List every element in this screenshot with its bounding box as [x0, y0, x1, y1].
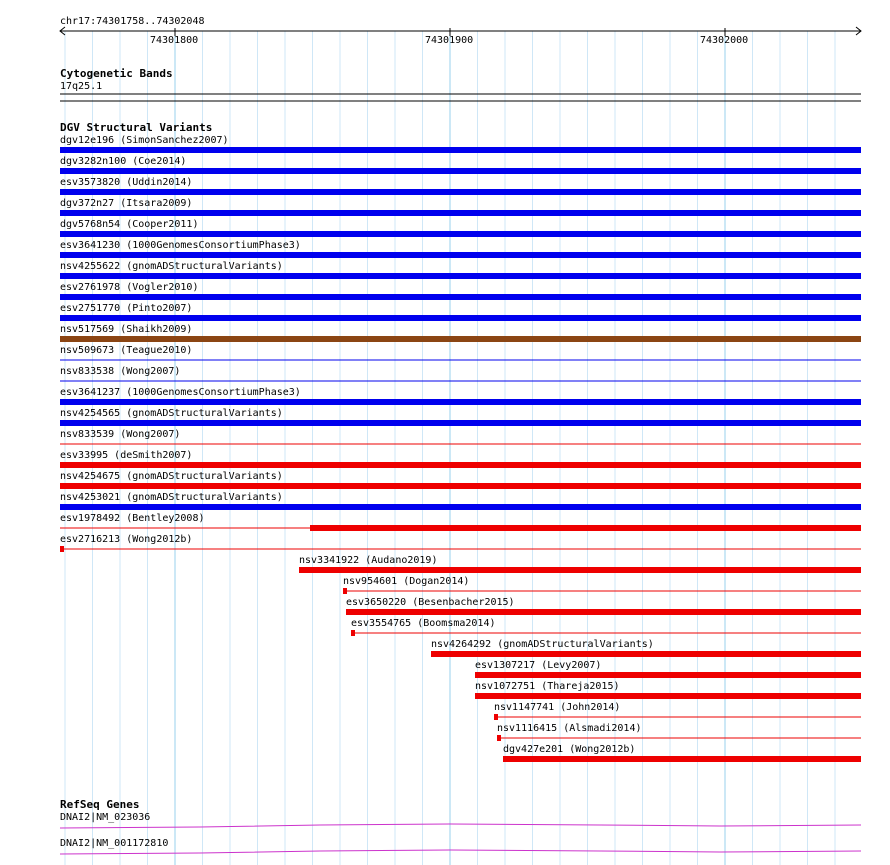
variant-label: dgv5768n54 (Cooper2011): [60, 219, 199, 230]
variant-feature[interactable]: [497, 723, 861, 741]
variant-feature[interactable]: [343, 576, 861, 594]
variant-feature[interactable]: [60, 429, 861, 444]
variant-label: esv3641237 (1000GenomesConsortiumPhase3): [60, 387, 301, 398]
tick-label-74302000: 74302000: [700, 35, 749, 46]
variant-label: nsv4253021 (gnomADStructuralVariants): [60, 492, 283, 503]
variant-bar: [60, 189, 861, 195]
variant-bar: [60, 294, 861, 300]
variant-label: esv3554765 (Boomsma2014): [351, 618, 496, 629]
variant-feature[interactable]: [60, 198, 861, 216]
variant-label: dgv372n27 (Itsara2009): [60, 198, 193, 209]
variant-label: esv2751770 (Pinto2007): [60, 303, 193, 314]
variant-feature[interactable]: [475, 660, 861, 678]
variant-bar: [60, 504, 861, 510]
region-label: chr17:74301758..74302048: [60, 16, 205, 27]
dgv-track[interactable]: [60, 121, 861, 762]
gene-intron-line: [60, 850, 861, 854]
variant-feature[interactable]: [60, 471, 861, 489]
variant-feature[interactable]: [60, 387, 861, 405]
variant-feature[interactable]: [60, 408, 861, 426]
variant-feature[interactable]: [60, 492, 861, 510]
variant-bar: [503, 756, 861, 762]
variant-label: nsv517569 (Shaikh2009): [60, 324, 193, 335]
variant-label: nsv4254675 (gnomADStructuralVariants): [60, 471, 283, 482]
variant-bar: [346, 609, 861, 615]
variant-feature[interactable]: [60, 345, 861, 360]
variant-bar: [343, 588, 347, 594]
grid-lines: [65, 28, 835, 865]
variant-label: nsv954601 (Dogan2014): [343, 576, 470, 587]
variant-feature[interactable]: [60, 513, 861, 531]
variant-feature[interactable]: [60, 177, 861, 195]
variant-label: esv3641230 (1000GenomesConsortiumPhase3): [60, 240, 301, 251]
refseq-gene[interactable]: [60, 812, 861, 828]
variant-label: nsv1116415 (Alsmadi2014): [497, 723, 642, 734]
variant-label: dgv3282n100 (Coe2014): [60, 156, 187, 167]
variant-feature[interactable]: [60, 240, 861, 258]
variant-label: nsv833539 (Wong2007): [60, 429, 181, 440]
tick-label-74301900: 74301900: [425, 35, 474, 46]
variant-feature[interactable]: [60, 324, 861, 342]
variant-bar: [60, 483, 861, 489]
gene-intron-line: [60, 824, 861, 828]
variant-label: nsv4254565 (gnomADStructuralVariants): [60, 408, 283, 419]
variant-bar: [494, 714, 498, 720]
variant-bar: [60, 168, 861, 174]
variant-bar: [497, 735, 501, 741]
variant-label: nsv509673 (Teague2010): [60, 345, 193, 356]
variant-bar: [475, 693, 861, 699]
variant-feature[interactable]: [60, 135, 861, 153]
variant-feature[interactable]: [60, 534, 861, 552]
variant-label: esv2716213 (Wong2012b): [60, 534, 193, 545]
variant-bar: [60, 462, 861, 468]
variant-bar: [60, 336, 861, 342]
variant-bar: [310, 525, 861, 531]
cytoband-track-title: Cytogenetic Bands: [60, 67, 173, 80]
variant-label: esv33995 (deSmith2007): [60, 450, 193, 461]
cytoband-label: 17q25.1: [60, 81, 103, 92]
gene-label: DNAI2|NM_023036: [60, 812, 151, 823]
variant-bar: [60, 210, 861, 216]
variant-feature[interactable]: [299, 555, 861, 573]
variant-label: esv1978492 (Bentley2008): [60, 513, 205, 524]
variant-bar: [60, 231, 861, 237]
variant-feature[interactable]: [60, 282, 861, 300]
variant-label: esv1307217 (Levy2007): [475, 660, 602, 671]
variant-bar: [60, 252, 861, 258]
refseq-gene[interactable]: [60, 838, 861, 854]
variant-label: nsv833538 (Wong2007): [60, 366, 181, 377]
ruler: [60, 16, 861, 46]
refseq-track-title: RefSeq Genes: [60, 798, 140, 811]
variant-feature[interactable]: [494, 702, 861, 720]
variant-feature[interactable]: [475, 681, 861, 699]
variant-label: esv2761978 (Vogler2010): [60, 282, 199, 293]
variant-bar: [351, 630, 355, 636]
variant-feature[interactable]: [351, 618, 861, 636]
refseq-track[interactable]: [60, 798, 861, 854]
variant-label: nsv1072751 (Thareja2015): [475, 681, 620, 692]
variant-bar: [60, 273, 861, 279]
variant-label: nsv1147741 (John2014): [494, 702, 621, 713]
variant-bar: [60, 546, 64, 552]
variant-label: nsv4264292 (gnomADStructuralVariants): [431, 639, 654, 650]
variant-label: esv3650220 (Besenbacher2015): [346, 597, 515, 608]
variant-bar: [299, 567, 861, 573]
variant-bar: [60, 315, 861, 321]
variant-feature[interactable]: [60, 366, 861, 381]
variant-feature[interactable]: [431, 639, 861, 657]
variant-bar: [60, 420, 861, 426]
variant-feature[interactable]: [346, 597, 861, 615]
tick-label-74301800: 74301800: [150, 35, 199, 46]
variant-feature[interactable]: [60, 261, 861, 279]
variant-bar: [60, 399, 861, 405]
variant-feature[interactable]: [60, 156, 861, 174]
variant-label: dgv12e196 (SimonSanchez2007): [60, 135, 229, 146]
variant-feature[interactable]: [60, 450, 861, 468]
dgv-track-title: DGV Structural Variants: [60, 121, 213, 134]
variant-label: esv3573820 (Uddin2014): [60, 177, 193, 188]
variant-bar: [475, 672, 861, 678]
variant-feature[interactable]: [60, 303, 861, 321]
cytoband-track[interactable]: [60, 67, 861, 101]
variant-bar: [431, 651, 861, 657]
variant-label: nsv4255622 (gnomADStructuralVariants): [60, 261, 283, 272]
variant-bar: [60, 147, 861, 153]
gene-label: DNAI2|NM_001172810: [60, 838, 169, 849]
variant-label: dgv427e201 (Wong2012b): [503, 744, 636, 755]
variant-feature[interactable]: [60, 219, 861, 237]
variant-label: nsv3341922 (Audano2019): [299, 555, 438, 566]
